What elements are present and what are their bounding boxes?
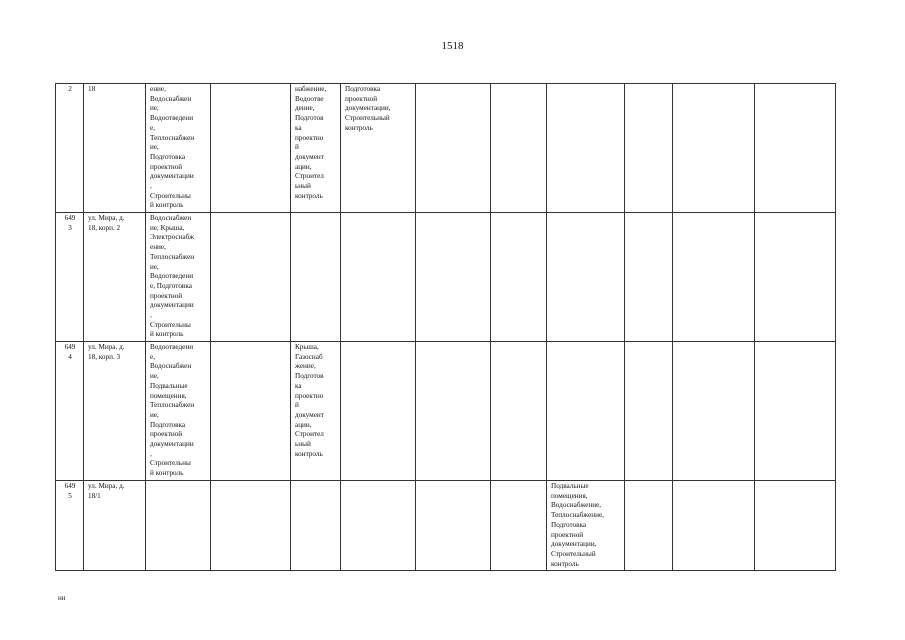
table-cell (416, 84, 491, 213)
table-cell (416, 213, 491, 342)
table-cell (211, 213, 291, 342)
table-cell (673, 213, 755, 342)
table-cell (211, 481, 291, 571)
work-types-cell (146, 481, 211, 571)
table-cell (673, 481, 755, 571)
table-cell: набжение, Водоотве дение, Подготов ка проектно й документ ации, Строител ьный контроль (291, 84, 341, 213)
table-cell: Подготовка проектной документации, Строительный контроль (341, 84, 416, 213)
table-cell (625, 342, 673, 481)
table-cell (673, 84, 755, 213)
address-cell: ул. Мира, д. 18/1 (84, 481, 146, 571)
table-cell: Подвальные помещения, Водоснабжение, Теплоснабжение, Подготовка проектной документации, Строительный контроль (547, 481, 625, 571)
table-cell (291, 213, 341, 342)
table-cell (341, 481, 416, 571)
address-cell: ул. Мира, д. 18, корп. 3 (84, 342, 146, 481)
table-row (56, 481, 836, 571)
table-cell (491, 481, 547, 571)
table-cell (341, 342, 416, 481)
table-cell (416, 342, 491, 481)
table-cell (416, 481, 491, 571)
row-number-cell: 649 5 (56, 481, 84, 571)
address-cell: 18 (84, 84, 146, 213)
table-row (56, 84, 836, 213)
table-cell (625, 84, 673, 213)
table-cell (547, 84, 625, 213)
table-cell (211, 342, 291, 481)
table-cell (625, 481, 673, 571)
table-cell (547, 342, 625, 481)
table-cell (755, 84, 836, 213)
table-cell: Крыша, Газоснаб жение, Подготов ка проектно й документ ации, Строител ьный контроль (291, 342, 341, 481)
table-row (56, 213, 836, 342)
table-cell (291, 481, 341, 571)
table-cell (491, 84, 547, 213)
work-types-cell: Водоснабжен ие, Крыша, Электроснабж ение, Теплоснабжен ие, Водоотведени е, Подготовка проектной документации , Строительны й контроль (146, 213, 211, 342)
row-number-cell: 649 4 (56, 342, 84, 481)
footer-mark: нн (58, 594, 66, 602)
table-cell (755, 213, 836, 342)
table-row (56, 342, 836, 481)
schedule-table (55, 83, 836, 571)
table-cell (341, 213, 416, 342)
table-cell (491, 342, 547, 481)
table-cell (625, 213, 673, 342)
work-types-cell: ение, Водоснабжен ие, Водоотведени е, Теплоснабжен ие, Подготовка проектной документации , Строительны й контроль (146, 84, 211, 213)
row-number-cell: 2 (56, 84, 84, 213)
address-cell: ул. Мира, д. 18, корп. 2 (84, 213, 146, 342)
table-cell (755, 481, 836, 571)
table-cell (673, 342, 755, 481)
table-cell (755, 342, 836, 481)
row-number-cell: 649 3 (56, 213, 84, 342)
table-cell (491, 213, 547, 342)
work-types-cell: Водоотведени е, Водоснабжен ие, Подвальные помещения, Теплоснабжен ие, Подготовка проектной документации , Строительны й контроль (146, 342, 211, 481)
table-cell (211, 84, 291, 213)
table-cell (547, 213, 625, 342)
page-number: 1518 (441, 40, 464, 52)
